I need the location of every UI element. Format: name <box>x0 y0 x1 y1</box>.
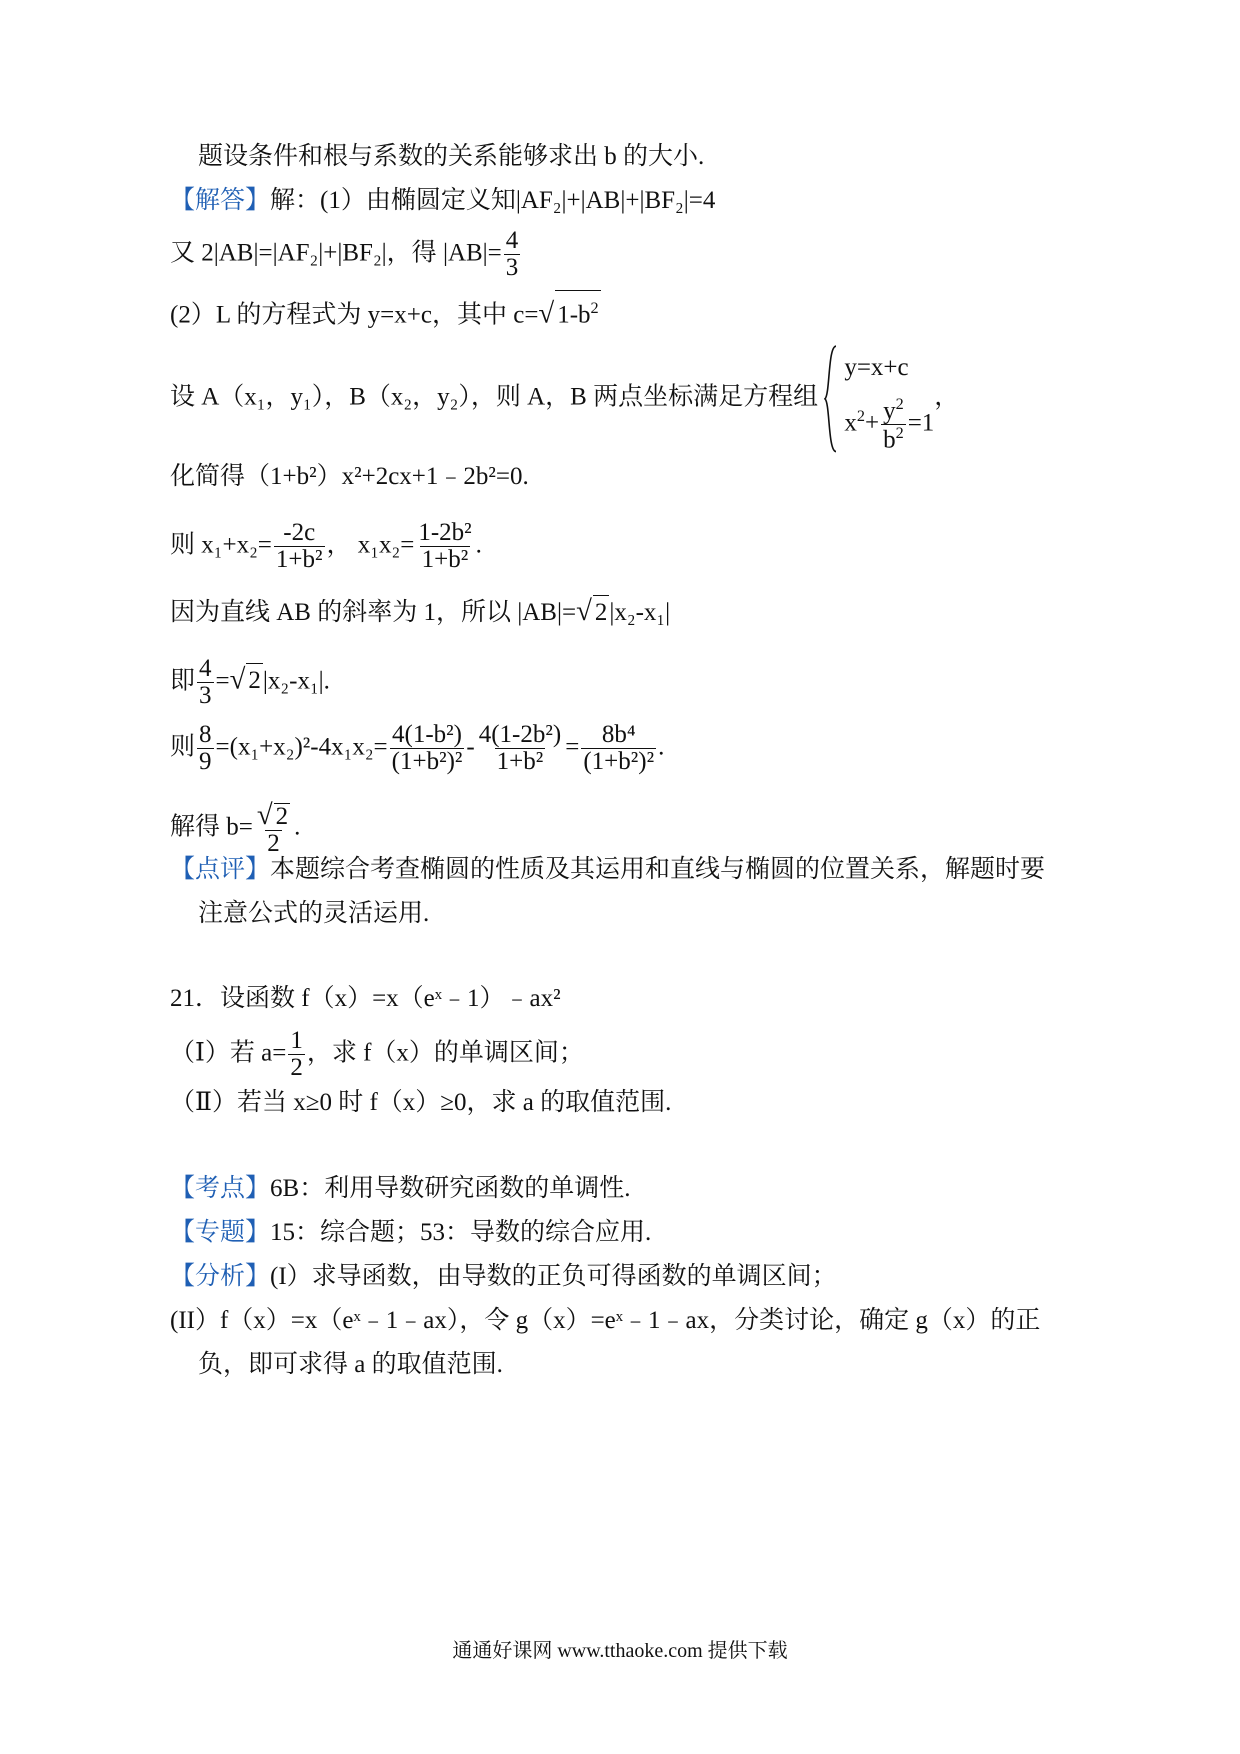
text-span: 则 <box>170 531 196 559</box>
equation-system <box>824 344 934 454</box>
review-tag: 【点评】 <box>170 856 271 883</box>
fraction <box>274 520 325 574</box>
denominator: $b^2$ <box>883 424 904 454</box>
radical-sign: √ <box>229 663 246 696</box>
denominator: 2 <box>290 1054 303 1082</box>
answer-line-7 <box>170 594 670 630</box>
radical-sign: √ <box>538 297 555 330</box>
math-span: - <box>466 733 475 761</box>
topic-tag: 【专题】 <box>170 1219 271 1246</box>
review-line-2: 注意公式的灵活运用. <box>198 900 430 927</box>
knowledge-text: 6B：利用导数研究函数的单调性. <box>270 1175 631 1202</box>
text-span: 设 A（x₁，y₁），B（x₂，y₂），则 A，B 两点坐标满足方程组 <box>170 383 819 411</box>
math-span: + <box>864 409 880 437</box>
equation-row-1: y=x+c <box>844 354 909 381</box>
math-span: |AB|= <box>442 239 502 267</box>
analysis-line-1 <box>170 1260 837 1294</box>
radicand: 2 <box>275 803 289 830</box>
text-span: ，求 f（x）的单调区间； <box>306 1039 584 1067</box>
text-span: 解得 <box>170 813 221 841</box>
text-span: ， <box>326 531 352 559</box>
text-span: ， <box>934 383 960 411</box>
answer-line-2 <box>170 228 522 282</box>
math-span: x₁x₂= <box>357 531 415 559</box>
text-span: （Ⅰ）若 a= <box>170 1039 287 1067</box>
math-span: |x₂-x₁|. <box>262 667 330 695</box>
radicand: $1-b^2$ <box>555 290 600 332</box>
answer-line-6 <box>170 520 482 574</box>
fraction <box>881 396 906 454</box>
text-span: 则 <box>170 733 196 761</box>
problem-21-title: 21．设函数 f（x）=x（eˣ﹣1）﹣ax² <box>170 985 561 1012</box>
text-line-1: 题设条件和根与系数的关系能够求出 b 的大小. <box>198 143 705 170</box>
math-span: = <box>215 667 230 695</box>
analysis-line-3: 负，即可求得 a 的取值范围. <box>198 1351 503 1378</box>
denominator: 3 <box>505 254 519 282</box>
radical-sign: √ <box>256 799 273 831</box>
text-span: . <box>658 733 665 761</box>
numerator: $y^2$ <box>883 394 904 424</box>
denominator: 9 <box>199 748 212 776</box>
fraction <box>288 1028 305 1082</box>
numerator: 8b⁴ <box>601 721 636 748</box>
analysis-text: (I）求导函数，由导数的正负可得函数的单调区间； <box>270 1263 837 1290</box>
math-span: b= <box>226 813 253 841</box>
review-text: 本题综合考查椭圆的性质及其运用和直线与椭圆的位置关系，解题时要 <box>270 856 1046 883</box>
fraction <box>197 656 214 710</box>
text-span: 即 <box>170 667 196 695</box>
text-span: 又 2|AB|=|AF₂|+|BF₂|，得 <box>170 239 437 267</box>
text-span: . <box>294 813 301 841</box>
analysis-tag: 【分析】 <box>170 1263 271 1290</box>
math-span: x <box>844 409 857 437</box>
math-span: =(x₁+x₂)²-4x₁x₂= <box>215 733 388 761</box>
numerator: 1-2b² <box>418 519 472 546</box>
math-span: c= <box>513 301 539 329</box>
numerator: 4(1-b²) <box>392 721 463 748</box>
math-span: x₁+x₂= <box>201 531 272 559</box>
footer-credit: 通通好课网 www.tthaoke.com 提供下载 <box>452 1640 788 1662</box>
math-span: |AB|= <box>517 599 577 626</box>
text-span: . <box>475 531 482 559</box>
knowledge-tag: 【考点】 <box>170 1175 271 1202</box>
numerator: 4 <box>505 227 519 254</box>
math-span: = <box>565 733 580 761</box>
text-span: 因为直线 AB 的斜率为 1，所以 <box>170 599 511 626</box>
denominator: 3 <box>199 682 212 710</box>
answer-line-8 <box>170 656 330 710</box>
answer-line-4 <box>170 344 959 454</box>
answer-line-5: 化简得（1+b²）x²+2cx+1﹣2b²=0. <box>170 463 529 490</box>
answer-line-3 <box>170 290 601 332</box>
text-span: (2）L 的方程式为 y=x+c，其中 <box>170 301 507 329</box>
fraction <box>390 722 465 776</box>
math-span: =1 <box>907 409 935 437</box>
denominator: 2 <box>267 830 280 858</box>
denominator: 1+b² <box>421 546 469 574</box>
numerator: 4 <box>199 655 212 682</box>
knowledge-point-line <box>170 1172 630 1206</box>
radicand: 2 <box>593 595 610 630</box>
numerator: 4(1-2b²) <box>478 721 562 748</box>
problem-21-part-2: （Ⅱ）若当 x≥0 时 f（x）≥0，求 a 的取值范围. <box>170 1089 672 1116</box>
review-line-1 <box>170 853 1045 887</box>
fraction <box>581 722 656 776</box>
radicand: 2 <box>246 663 263 698</box>
problem-21-part-1 <box>170 1028 584 1082</box>
equation-row-2: $x^2+$ $\frac{y^2}{b^2}$ =1 <box>844 394 935 454</box>
denominator: (1+b²)² <box>391 748 463 776</box>
numerator: 8 <box>199 721 212 748</box>
radicand-text: 1-b <box>557 301 591 329</box>
answer-tag: 【解答】 <box>170 187 271 214</box>
answer-text: 解：(1）由椭圆定义知|AF₂|+|AB|+|BF₂|=4 <box>270 187 716 214</box>
topic-text: 15：综合题；53：导数的综合应用. <box>270 1219 652 1246</box>
fraction <box>477 722 563 776</box>
denominator: (1+b²)² <box>583 748 655 776</box>
fraction <box>197 722 214 776</box>
fraction <box>416 520 473 574</box>
radical-sign: √ <box>576 595 592 627</box>
fraction <box>255 800 292 858</box>
math-span: |x₂-x₁| <box>609 599 671 626</box>
denominator: 1+b² <box>496 748 544 776</box>
answer-line-9 <box>170 722 664 776</box>
fraction <box>504 228 521 282</box>
answer-line-10 <box>170 800 300 858</box>
analysis-line-2: (II）f（x）=x（eˣ﹣1﹣ax），令 g（x）=eˣ﹣1﹣ax，分类讨论，确定 g（x）的正 <box>170 1307 1041 1334</box>
numerator <box>255 800 292 830</box>
numerator: -2c <box>283 519 316 546</box>
denominator: 1+b² <box>275 546 323 574</box>
brace-icon <box>824 344 838 454</box>
answer-line-1 <box>170 184 715 218</box>
numerator: 1 <box>290 1027 303 1054</box>
topic-line <box>170 1216 651 1250</box>
